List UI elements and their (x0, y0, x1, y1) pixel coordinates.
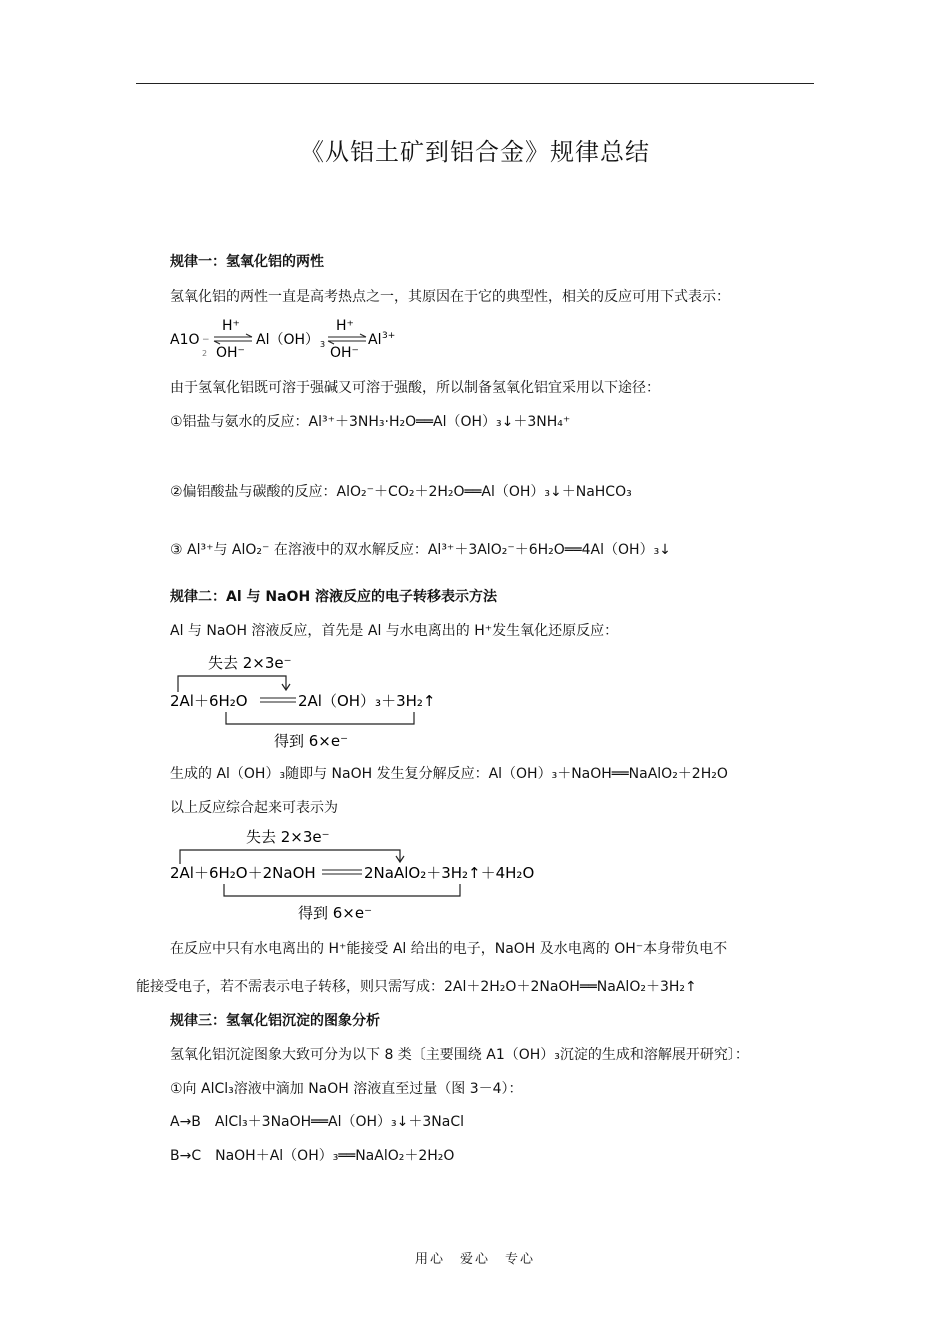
route-2: ②偏铝酸盐与碳酸的反应：AlO₂⁻＋CO₂＋2H₂O══Al（OH）₃↓＋NaHCO₃ (170, 484, 632, 500)
header-rule (136, 83, 814, 84)
gain-bracket-1 (226, 712, 414, 724)
scheme-bottom-label-1: OH⁻ (216, 345, 245, 361)
amphoteric-scheme (170, 316, 410, 362)
eq1-right: 2Al（OH）₃＋3H₂↑ (298, 692, 436, 710)
gain-label-2: 得到 6×e⁻ (298, 904, 373, 922)
page-title: 《从铝土矿到铝合金》规律总结 (300, 138, 650, 166)
eq2-left: 2Al＋6H₂O＋2NaOH (170, 864, 316, 882)
case-1: ①向 AlCl₃溶液中滴加 NaOH 溶液直至过量（图 3－4）： (170, 1081, 523, 1097)
scheme-mid: Al（OH） (256, 332, 320, 348)
note-line-1: 在反应中只有水电离出的 H⁺能接受 Al 给出的电子，NaOH 及水电离的 OH⁻本身带负电不 (170, 941, 728, 957)
scheme-left-sup: − (202, 335, 210, 345)
scheme-top-label-1: H⁺ (222, 318, 240, 334)
electron-transfer-diagram-2 (170, 824, 570, 924)
scheme-left-sub: 2 (202, 349, 208, 358)
gain-label-1: 得到 6×e⁻ (274, 732, 349, 750)
electron-transfer-diagram-1 (170, 650, 470, 754)
route-3: ③ Al³⁺与 AlO₂⁻ 在溶液中的双水解反应：Al³⁺＋3AlO₂⁻＋6H₂O══4Al（OH）₃↓ (170, 542, 671, 558)
rule2-heading: 规律二：Al 与 NaOH 溶液反应的电子转移表示方法 (170, 589, 498, 605)
lose-label-2: 失去 2×3e⁻ (246, 828, 330, 846)
eq1-left: 2Al＋6H₂O (170, 692, 248, 710)
route-1: ①铝盐与氨水的反应：Al³⁺＋3NH₃·H₂O══Al（OH）₃↓＋3NH₄⁺ (170, 414, 571, 430)
lose-bracket-1 (178, 676, 286, 692)
step-b-c: B→C NaOH＋Al（OH）₃══NaAlO₂＋2H₂O (170, 1148, 455, 1164)
rule3-intro: 氢氧化铝沉淀图象大致可分为以下 8 类〔主要围绕 A1（OH）₃沉淀的生成和溶解展开研究〕： (170, 1047, 749, 1063)
rule1-heading: 规律一：氢氧化铝的两性 (170, 254, 324, 270)
electron-transfer-svg-1 (170, 650, 470, 754)
scheme-top-label-2: H⁺ (336, 318, 354, 334)
scheme-right: Al (368, 332, 382, 348)
scheme-bottom-label-2: OH⁻ (330, 345, 359, 361)
combined-intro: 以上反应综合起来可表示为 (170, 800, 338, 816)
lose-label-1: 失去 2×3e⁻ (208, 654, 292, 672)
note-line-2: 能接受电子，若不需表示电子转移，则只需写成：2Al＋2H₂O＋2NaOH══NaAlO₂＋3H₂↑ (136, 979, 697, 995)
electron-transfer-svg-2 (170, 824, 570, 924)
followup-reaction: 生成的 Al（OH）₃随即与 NaOH 发生复分解反应：Al（OH）₃＋NaOH══NaAlO₂＋2H₂O (170, 766, 728, 782)
scheme-mid-sub: 3 (320, 340, 326, 349)
scheme-right-sup: 3+ (382, 331, 396, 341)
lose-bracket-2 (180, 850, 400, 864)
rule2-intro: Al 与 NaOH 溶液反应，首先是 Al 与水电离出的 H⁺发生氧化还原反应： (170, 623, 619, 639)
gain-bracket-2 (224, 884, 460, 896)
step-a-b: A→B AlCl₃＋3NaOH══Al（OH）₃↓＋3NaCl (170, 1114, 464, 1130)
eq2-right: 2NaAlO₂＋3H₂↑＋4H₂O (364, 864, 535, 882)
rule3-heading: 规律三：氢氧化铝沉淀的图象分析 (170, 1013, 380, 1029)
scheme-left: A1O (170, 332, 200, 348)
rule1-intro: 氢氧化铝的两性一直是高考热点之一，其原因在于它的典型性，相关的反应可用下式表示： (170, 289, 730, 305)
amphoteric-scheme-svg (170, 316, 410, 362)
prep-intro: 由于氢氧化铝既可溶于强碱又可溶于强酸，所以制备氢氧化铝宜采用以下途径： (170, 380, 660, 396)
page-footer: 用心 爱心 专心 (414, 1252, 535, 1267)
